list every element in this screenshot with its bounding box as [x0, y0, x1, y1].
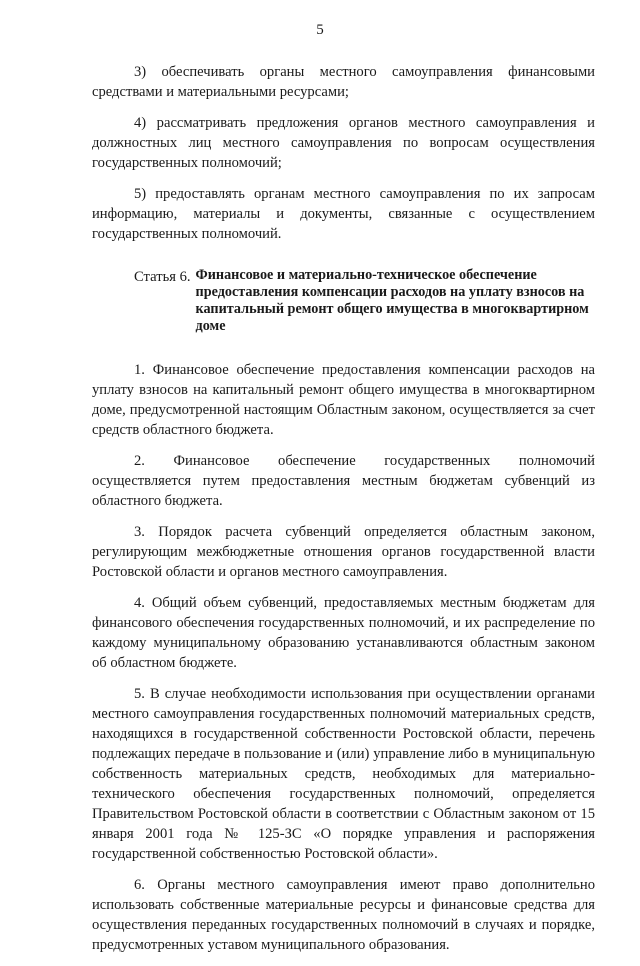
- list-item-3: 3) обеспечивать органы местного самоуправления финансовыми средствами и материальными ресурсами;: [92, 64, 595, 100]
- list-item-5: 5) предоставлять органам местного самоуправления по их запросам информацию, материалы и документы, связанные с осуществлением государственных полномочий.: [92, 186, 595, 242]
- paragraph-1: 1. Финансовое обеспечение предоставления компенсации расходов на уплату взносов на капитальный ремонт общего имущества в многоквартирном доме, предусмотренной настоящим Областным законом, осуществляется за счет средств областного бюджета.: [92, 362, 595, 438]
- paragraph-3: 3. Порядок расчета субвенций определяется областным законом, регулирующим межбюджетные отношения органов государственной власти Ростовской области и органов местного самоуправления.: [92, 524, 595, 580]
- article-title: Финансовое и материально-техническое обеспечение предоставления компенсации расходов на уплату взносов на капитальный ремонт общего имущества в многоквартирном доме: [195, 267, 589, 334]
- paragraph-5: 5. В случае необходимости использования при осуществлении органами местного самоуправления государственных полномочий материальных средств, находящихся в государственной собственности Ростовской области, перечень подлежащих передаче в пользование и (или) управление либо в муниципальную собственность материальных средств, необходимых для материально-технического обеспечения государственных полномочий, определяется Правительством Ростовской области в соответствии с Областным законом от 15 января 2001 года № 125-ЗС «О порядке управления и распоряжения государственной собственностью Ростовской области».: [92, 686, 595, 862]
- article-label: Статья 6.: [134, 269, 191, 285]
- paragraph-2: 2. Финансовое обеспечение государственных полномочий осуществляется путем предоставления местным бюджетам субвенций из областного бюджета.: [92, 453, 595, 509]
- article-heading: [92, 267, 595, 335]
- page-number: 5: [316, 22, 324, 38]
- list-item-4: 4) рассматривать предложения органов местного самоуправления и должностных лиц местного самоуправления по вопросам осуществления государственных полномочий;: [92, 115, 595, 171]
- paragraph-4: 4. Общий объем субвенций, предоставляемых местным бюджетам для финансового обеспечения государственных полномочий, и их распределение по каждому муниципальному образованию устанавливаются областным законом об областном бюджете.: [92, 595, 595, 671]
- paragraph-6: 6. Органы местного самоуправления имеют право дополнительно использовать собственные материальные ресурсы и финансовые средства для осуществления переданных государственных полномочий в случаях и порядке, предусмотренных уставом муниципального образования.: [92, 877, 595, 953]
- document-body: [92, 62, 595, 966]
